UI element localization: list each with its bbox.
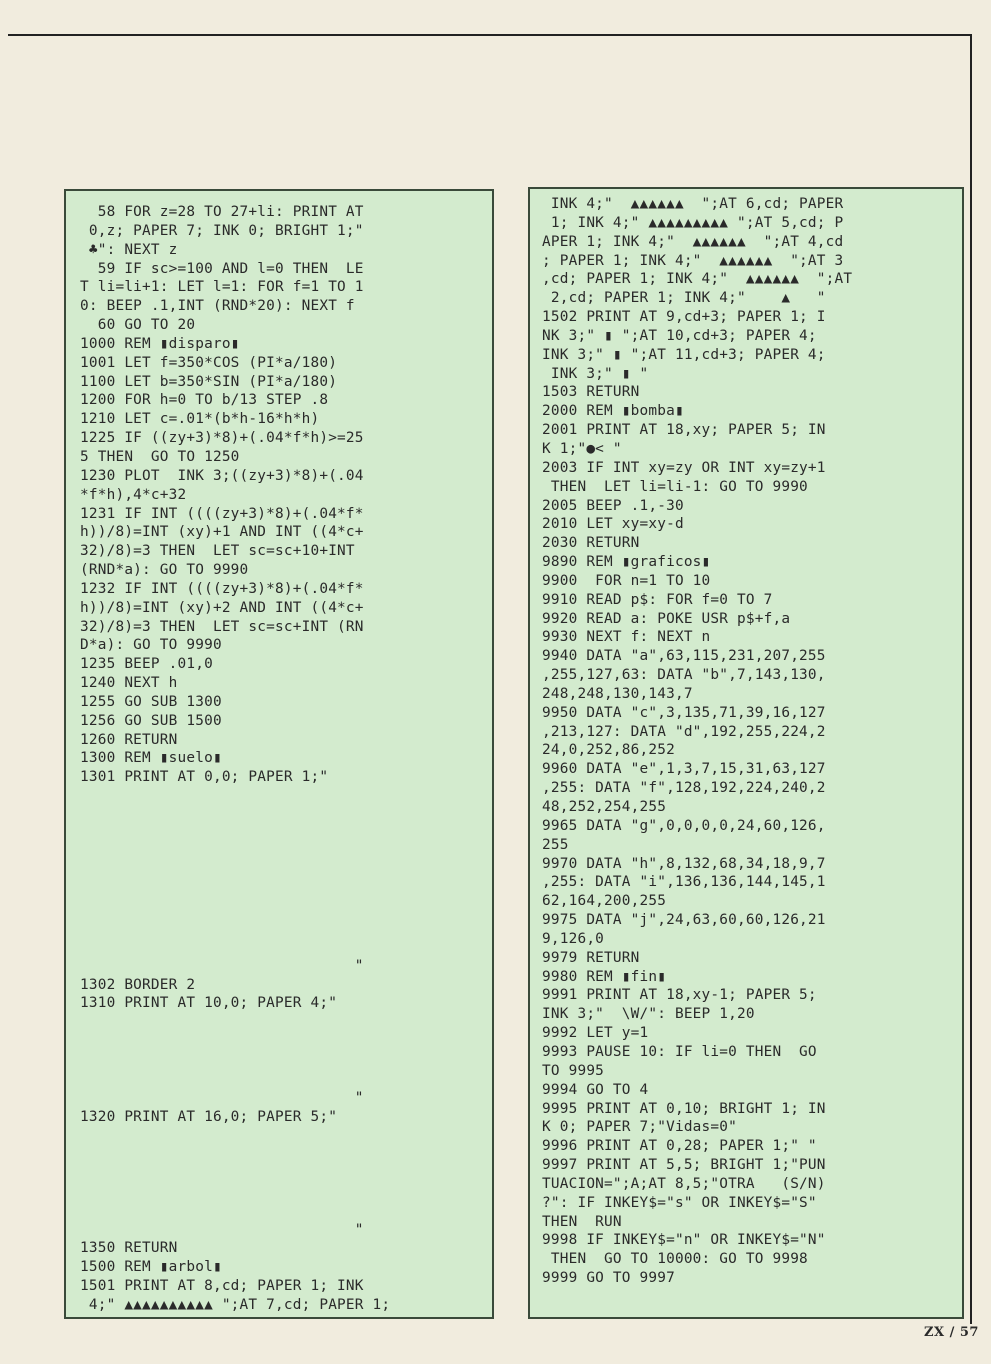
code-line: T li=li+1: LET l=1: FOR f=1 TO 1 [80,279,364,296]
code-line: 2005 BEEP .1,-30 [542,497,684,514]
code-line: INK 4;" ▲▲▲▲▲▲ ";AT 6,cd; PAPER [542,196,844,212]
code-line: ,213,127: DATA "d",192,255,224,2 [542,723,826,740]
code-line: 9995 PRINT AT 0,10; BRIGHT 1; IN [542,1100,826,1117]
code-line: 1310 PRINT AT 10,0; PAPER 4;" [80,995,338,1012]
code-line [80,863,482,882]
code-line: K 1;"●< " [542,440,622,457]
code-line: 9975 DATA "j",24,63,60,60,126,21 [542,912,826,929]
code-line: 9940 DATA "a",63,115,231,207,255 [542,648,826,665]
code-line: 1230 PLOT INK 3;((zy+3)*8)+(.04 [80,467,364,484]
code-line: 1503 RETURN [542,384,640,401]
code-line: 9992 LET y=1 [542,1025,649,1042]
code-line [80,1070,482,1089]
code-line [80,1126,482,1145]
code-line: 60 GO TO 20 [80,317,196,334]
code-line: 1232 IF INT ((((zy+3)*8)+(.04*f* [80,580,364,597]
code-line: ,255: DATA "i",136,136,144,145,1 [542,874,826,891]
code-line: 9890 REM ▮graficos▮ [542,554,711,571]
code-line: 0: BEEP .1,INT (RND*20): NEXT f [80,298,355,315]
code-line: 1200 FOR h=0 TO b/13 STEP .8 [80,392,329,409]
code-line [80,1164,482,1183]
code-line: 2001 PRINT AT 18,xy; PAPER 5; IN [542,422,826,439]
code-line: 9991 PRINT AT 18,xy-1; PAPER 5; [542,987,817,1004]
code-line: 1; INK 4;" ▲▲▲▲▲▲▲▲▲ ";AT 5,cd; P [542,214,844,231]
code-line: *f*h),4*c+32 [80,486,187,503]
code-line: 9920 READ a: POKE USR p$+f,a [542,610,791,627]
right-rule [970,34,972,1324]
code-line: 1302 BORDER 2 [80,976,196,993]
code-line: 9996 PRINT AT 0,28; PAPER 1;" " [542,1138,817,1155]
code-line: 9993 PAUSE 10: IF li=0 THEN GO [542,1043,817,1060]
code-line: 32)/8)=3 THEN LET sc=sc+INT (RN [80,618,364,635]
code-line: 1001 LET f=350*COS (PI*a/180) [80,354,338,371]
code-line: 9994 GO TO 4 [542,1081,649,1098]
code-line [80,938,482,957]
code-line: 2,cd; PAPER 1; INK 4;" ▲ " [542,290,826,307]
code-line: THEN LET li=li-1: GO TO 9990 [542,478,808,495]
code-line [80,806,482,825]
code-line: 9965 DATA "g",0,0,0,0,24,60,126, [542,817,826,834]
code-line: 58 FOR z=28 TO 27+li: PRINT AT [80,204,364,220]
code-line: " [80,1089,364,1106]
code-line: 0,z; PAPER 7; INK 0; BRIGHT 1;" [80,222,364,239]
code-line: ,255,127,63: DATA "b",7,143,130, [542,667,826,684]
code-line [80,1032,482,1051]
code-line: 9900 FOR n=1 TO 10 [542,572,711,589]
code-line: 2003 IF INT xy=zy OR INT xy=zy+1 [542,459,826,476]
listing-panel-left [64,189,494,1319]
code-line: INK 3;" ▮ " [542,365,649,382]
top-rule [8,34,972,36]
code-line: TO 9995 [542,1062,605,1079]
code-line: 24,0,252,86,252 [542,742,675,759]
code-line: THEN GO TO 10000: GO TO 9998 [542,1251,808,1268]
code-line: 255 [542,836,569,853]
code-line: 9970 DATA "h",8,132,68,34,18,9,7 [542,855,826,872]
code-line: 9,126,0 [542,930,605,947]
code-line: THEN RUN [542,1213,622,1230]
code-line [80,825,482,844]
code-line: 62,164,200,255 [542,893,667,910]
code-line: 1502 PRINT AT 9,cd+3; PAPER 1; I [542,309,826,326]
code-line: 32)/8)=3 THEN LET sc=sc+10+INT [80,543,355,560]
code-line: ,cd; PAPER 1; INK 4;" ▲▲▲▲▲▲ ";AT [542,271,853,288]
code-line: 1210 LET c=.01*(b*h-16*h*h) [80,411,320,428]
code-line: ♣": NEXT z [80,241,178,258]
code-listing-right [542,195,954,1288]
code-line: 1000 REM ▮disparo▮ [80,335,240,352]
code-line: 4;" ▲▲▲▲▲▲▲▲▲▲ ";AT 7,cd; PAPER 1; [80,1296,391,1313]
code-line: 2010 LET xy=xy-d [542,516,684,533]
code-line [80,1202,482,1221]
code-line: 2000 REM ▮bomba▮ [542,403,684,420]
code-line: 1100 LET b=350*SIN (PI*a/180) [80,373,338,390]
code-listing-left [80,203,482,1315]
code-line: 248,248,130,143,7 [542,685,693,702]
code-line: 1240 NEXT h [80,675,178,692]
code-line: 1300 REM ▮suelo▮ [80,750,222,767]
code-line [80,787,482,806]
code-line [80,1183,482,1202]
code-line: TUACION=";A;AT 8,5;"OTRA (S/N) [542,1175,826,1192]
code-line: 1255 GO SUB 1300 [80,693,222,710]
code-line: 1231 IF INT ((((zy+3)*8)+(.04*f* [80,505,364,522]
code-line [80,1051,482,1070]
code-line: 9930 NEXT f: NEXT n [542,629,711,646]
code-line: K 0; PAPER 7;"Vidas=0" [542,1119,738,1136]
code-line: INK 3;" \W/": BEEP 1,20 [542,1006,755,1023]
code-line: D*a): GO TO 9990 [80,637,222,654]
code-line: ,255: DATA "f",128,192,224,240,2 [542,780,826,797]
code-line: 9998 IF INKEY$="n" OR INKEY$="N" [542,1232,826,1249]
code-line [80,919,482,938]
code-line: " [80,1221,364,1238]
code-line: APER 1; INK 4;" ▲▲▲▲▲▲ ";AT 4,cd [542,233,844,250]
code-line [80,1145,482,1164]
code-line: 9960 DATA "e",1,3,7,15,31,63,127 [542,761,826,778]
code-line: 1500 REM ▮arbol▮ [80,1259,222,1276]
code-line [80,1013,482,1032]
code-line: 9979 RETURN [542,949,640,966]
code-line: 5 THEN GO TO 1250 [80,448,240,465]
code-line: (RND*a): GO TO 9990 [80,562,249,579]
code-line: 1260 RETURN [80,731,178,748]
code-line: INK 3;" ▮ ";AT 11,cd+3; PAPER 4; [542,346,826,363]
code-line: 1350 RETURN [80,1240,178,1257]
code-line: 9999 GO TO 9997 [542,1270,675,1287]
code-line: 1256 GO SUB 1500 [80,712,222,729]
code-line [80,900,482,919]
code-line: h))/8)=INT (xy)+2 AND INT ((4*c+ [80,599,364,616]
code-line: 9950 DATA "c",3,135,71,39,16,127 [542,704,826,721]
code-line: " [80,957,364,974]
code-line: 1320 PRINT AT 16,0; PAPER 5;" [80,1108,338,1125]
code-line: 1235 BEEP .01,0 [80,656,213,673]
code-line: 48,252,254,255 [542,799,667,815]
code-line: h))/8)=INT (xy)+1 AND INT ((4*c+ [80,524,364,541]
code-line: NK 3;" ▮ ";AT 10,cd+3; PAPER 4; [542,327,817,344]
code-line: 1301 PRINT AT 0,0; PAPER 1;" [80,769,329,786]
code-line: 59 IF sc>=100 AND l=0 THEN LE [80,260,364,277]
code-line: 2030 RETURN [542,535,640,552]
code-line [80,844,482,863]
page-folio: ZX / 57 [924,1325,979,1340]
code-line: 9980 REM ▮fin▮ [542,968,667,985]
code-line: 1501 PRINT AT 8,cd; PAPER 1; INK [80,1278,364,1295]
code-line: ; PAPER 1; INK 4;" ▲▲▲▲▲▲ ";AT 3 [542,252,844,269]
listing-panel-right [528,187,964,1319]
code-line [80,881,482,900]
code-line: 1225 IF ((zy+3)*8)+(.04*f*h)>=25 [80,430,364,447]
code-line: ?": IF INKEY$="s" OR INKEY$="S" [542,1194,817,1211]
code-line: 9910 READ p$: FOR f=0 TO 7 [542,591,773,608]
code-line: 9997 PRINT AT 5,5; BRIGHT 1;"PUN [542,1157,826,1174]
